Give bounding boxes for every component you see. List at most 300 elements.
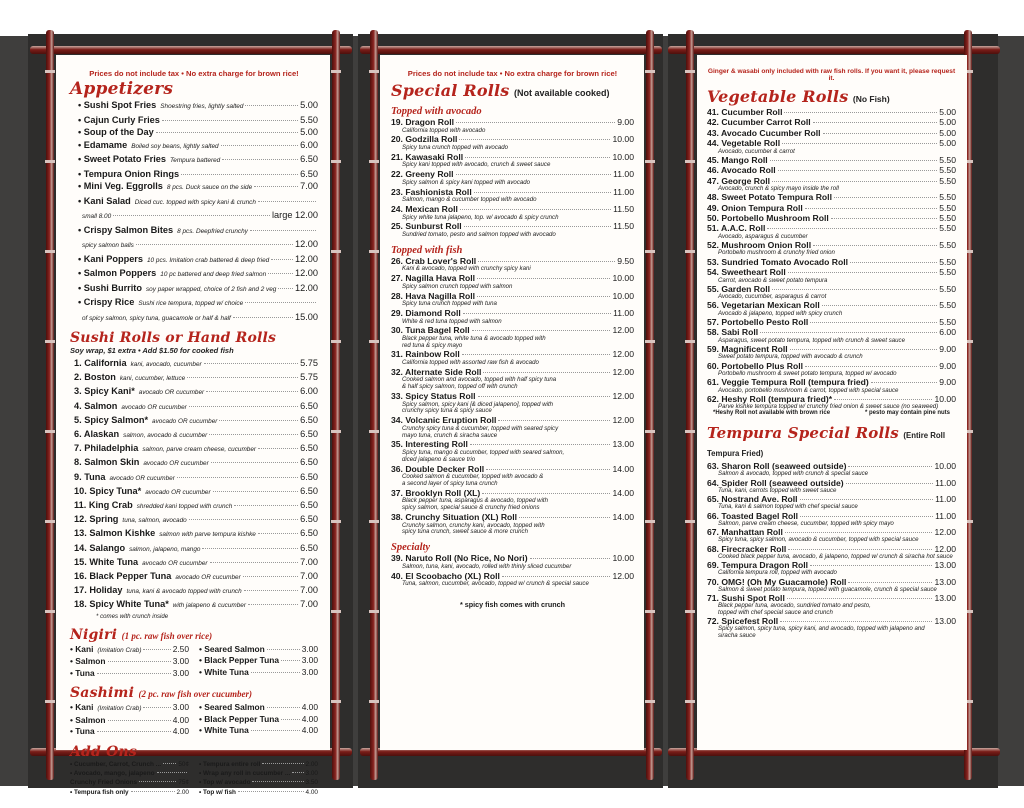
appetizers-list [70,99,318,325]
item-name: • Avocado, mango, jalapeno [70,770,155,778]
item-description: Sushi rice tempura, topped w/ choice [138,300,244,307]
item-description: Boiled soy beans, lightly salted [131,142,219,150]
leader-dots [790,349,938,350]
tempura-rolls-subheading: (Entire Roll Tempura Fried) [707,431,945,459]
leader-dots [213,491,299,492]
item-description: small 8.00 [82,213,112,220]
item-price: 12.00 [934,527,956,538]
item-price: 5.00 [939,107,956,117]
tempura-rolls-list [707,461,956,639]
appetizers-heading: Appetizers [70,79,174,99]
item-name: • Kani [70,643,94,654]
menu-item [199,788,318,797]
item-price: 11.50 [613,203,634,214]
item-price: 2.00 [305,760,318,768]
item-name: 50. Portobello Mushroom Roll [707,213,829,224]
leader-dots [177,477,298,478]
leader-dots [483,372,610,373]
item-price: 11.00 [935,494,956,505]
item-description: Asparagus, sweet potato tempura, topped with crunch & sweet sauce [718,336,905,344]
menu-item [78,209,318,224]
item-description: avocado OR cucumber [109,474,175,482]
spicy-footnote: * spicy fish comes with crunch [459,599,566,609]
sushi-rolls-subheading: Soy wrap, $1 extra • Add $1.50 for cooked fish [70,346,234,355]
item-price: 10.00 [934,393,956,404]
menu-item [74,598,318,612]
item-price: 5.00 [939,117,956,128]
item-name: 58. Sabi Roll [707,327,759,338]
item-price: 12.00 [612,391,634,402]
item-description: avocado OR cucumber [145,488,211,496]
leader-dots [472,330,611,331]
menu-item [707,165,956,175]
item-price: 7.00 [300,599,318,610]
bamboo-pole-vertical [686,30,694,780]
menu-panel-left [56,55,330,796]
item-name: 69. Tempura Dragon Roll [707,560,809,571]
menu-item [707,317,956,327]
item-price: 14.00 [612,512,634,522]
item-price: 5.00 [939,138,956,149]
item-name: • White Tuna [199,725,249,736]
item-price: 5.50 [300,114,318,125]
leader-dots [785,532,933,533]
sushi-rolls-list [70,357,318,613]
menu-item [707,192,956,202]
leader-dots [498,420,610,421]
item-name: • Salmon Poppers [78,268,157,278]
menu-item [199,714,318,726]
bamboo-knot [331,520,341,523]
item-name: • Tempura fish only [70,788,129,796]
item-description: Sundried tomato, pesto and salmon topped with avocado [402,230,556,238]
item-name: 46. Avocado Roll [707,165,776,176]
item-name: • Crispy Salmon Bites [78,224,174,235]
item-name: • Soup of the Day [78,127,154,137]
item-name: 64. Spider Roll (seaweed outside) [707,477,844,488]
bamboo-knot [685,520,695,523]
bamboo-knot [369,610,379,613]
item-price: 10.00 [612,273,634,284]
menu-item [199,644,318,656]
item-price: 6.50 [300,429,318,440]
item-name: • Tempura Onion Rings [78,168,180,179]
bamboo-knot [45,430,55,433]
leader-dots [108,720,171,721]
item-price: 6.50 [300,168,318,179]
leader-dots [778,170,938,171]
item-description: (Imitation Crab) [97,705,142,713]
item-name: 39. Naruto Roll (No Rice, No Nori) [391,553,528,564]
item-name: 34. Volcanic Eruption Roll [391,415,497,426]
item-price: 5.50 [939,256,956,267]
item-price: 6.50 [300,500,318,511]
item-description: a second layer of spicy tuna crunch [402,480,498,488]
ginger-note: Ginger & wasabi only included with raw fish rolls. If you want it, please request it. [707,68,956,82]
item-description: (Imitation Crab) [97,646,142,654]
bamboo-knot [331,700,341,703]
menu-item [199,725,318,737]
item-description: avocado OR cucumber [175,574,241,582]
menu-item [78,139,318,154]
item-description: 10 pcs. Imitation crab battered & deep fried [147,256,270,264]
item-description: California tempura roll, topped with avocado [718,569,837,577]
item-description: Spicy kani topped with avocado, crunch & sweet sauce [402,161,551,169]
item-description: Portobello mushroom & crunchy fried onion [718,249,835,257]
leader-dots [482,493,610,494]
leader-dots [136,244,293,245]
item-name: 57. Portobello Pesto Roll [707,316,809,327]
item-price: 9.00 [939,360,956,371]
item-price: 15.00 [295,311,318,322]
item-name: • Kani [70,702,94,713]
leader-dots [219,420,298,421]
item-price: 11.00 [935,510,956,521]
menu-panel-middle [380,55,644,750]
leader-dots [760,332,937,333]
item-price: 11.00 [613,307,634,318]
leader-dots [770,160,938,161]
vegetable-rolls-list [707,107,956,410]
sushi-rolls-heading: Sushi Rolls or Hand Rolls [70,330,277,346]
menu-item [70,702,189,715]
item-price: 13.00 [612,439,634,450]
item-description: Crunchy spicy tuna & cucumber, topped with seared spicy [402,424,559,432]
item-name: 29. Diamond Roll [391,307,461,318]
bamboo-knot [369,340,379,343]
item-price: 5.50 [939,223,956,234]
menu-item [74,428,318,442]
special-rolls-list [391,106,634,588]
leader-dots [221,145,299,146]
item-name: 16. Black Pepper Tuna [74,571,172,582]
item-name: 7. Philadelphia [74,443,139,454]
leader-dots [211,462,298,463]
special-group-heading: Specialty [391,542,431,554]
item-name: 32. Alternate Side Roll [391,366,482,377]
item-description: topped with chef special sauce and crunch [718,608,833,616]
item-description: kani, avocado, cucumber [130,361,202,368]
bamboo-knot [645,610,655,613]
pesto-footnote: * pesto may contain pine nuts [864,410,950,417]
item-name: 25. Sunburst Roll [391,221,462,232]
menu-item [70,769,189,778]
bamboo-knot [645,700,655,703]
menu-item [707,257,956,267]
leader-dots [206,391,298,392]
item-price: 6.50 [300,443,318,454]
leader-dots [465,157,610,158]
leader-dots [281,719,300,720]
item-name: • Wrap any roll in cucumber ... [199,770,291,778]
menu-item [707,203,956,213]
item-name: 40. El Scoobacho (XL) Roll [391,570,500,581]
item-description: White & red tuna topped with salmon [402,317,502,325]
addons-list [70,760,318,797]
bamboo-knot [331,160,341,163]
item-description: Tuna, kani, carrots topped with sweet sauce [718,486,837,494]
bamboo-knot [45,520,55,523]
item-price: 5.50 [939,175,956,186]
item-description: soy paper wrapped, choice of 2 fish and 2 veg [145,285,277,293]
item-name: 17. Holiday [74,585,123,596]
menu-item [707,128,956,138]
menu-item [74,385,318,399]
bamboo-knot [369,430,379,433]
item-price: 5.50 [939,165,956,176]
menu-item [199,778,318,787]
item-price: 5.50 [939,240,956,251]
leader-dots [156,132,298,133]
item-name: 11. King Crab [74,500,133,511]
item-price: 5.50 [939,267,956,278]
item-description: 8 pcs. Deepfried crunchy [177,227,248,235]
item-description: salmon, avocado & cucumber [123,432,208,440]
item-price: 5.50 [939,154,956,165]
bamboo-knot [645,520,655,523]
item-description: Spicy tuna, spicy salmon, avocado & cucumber, topped with special sauce [718,536,919,544]
leader-dots [245,302,316,303]
item-price: 11.00 [613,186,634,197]
item-price: 6.50 [300,154,318,164]
special-group-heading: Topped with avocado [391,106,482,117]
item-price: 13.00 [934,616,956,627]
menu-item [78,267,318,282]
item-name: 55. Garden Roll [707,283,771,294]
item-name: • Edamame [78,139,128,150]
item-name: • Seared Salmon [199,702,265,713]
item-name: 33. Spicy Status Roll [391,391,476,402]
item-name: 60. Portobello Plus Roll [707,360,803,371]
item-price: 75¢ [178,779,189,787]
leader-dots [848,582,932,583]
item-name: 20. Godzilla Roll [391,134,458,145]
item-name: 19. Dragon Roll [391,117,455,127]
item-description: Salmon & avocado, topped with crunch & special sauce [718,470,869,478]
leader-dots [463,313,611,314]
bamboo-knot [369,700,379,703]
item-price: 12.00 [295,253,318,264]
leader-dots [202,548,298,549]
heshy-footnote: *Heshy Roll not available with brown rice [713,410,831,417]
item-description: Spicy tuna, mango & cucumber, topped with seared salmon, [402,449,565,457]
item-price: 9.00 [939,377,956,388]
leader-dots [108,661,171,662]
special-rolls-subheading: (Not available cooked) [513,88,610,98]
leader-dots [250,230,316,231]
leader-dots [97,731,171,732]
bamboo-knot [685,610,695,613]
leader-dots [258,201,316,202]
leader-dots [810,322,937,323]
item-description: salmon with parve tempura kishke [159,531,256,539]
menu-item [199,769,318,778]
item-name: 22. Greeny Roll [391,169,454,180]
leader-dots [805,208,937,209]
bamboo-knot [369,160,379,163]
bamboo-knot [45,70,55,73]
item-description: Spicy salmon, spicy tuna, spicy kani, and avocado, topped with jalapeno and [718,625,925,633]
item-description: Tuna, kani & salmon topped with chef special sauce [718,503,858,511]
leader-dots [157,772,187,773]
item-description: diced jalapeno & sauce trio [402,455,476,463]
leader-dots [456,122,615,123]
item-description: avocado OR cucumber [138,389,205,397]
item-price: 3.00 [301,666,318,677]
menu-item [78,195,318,210]
item-description: Spicy white tuna jalapeno, top. w/ avocado & spicy crunch [402,213,559,221]
bamboo-knot [45,610,55,613]
item-price: 10.00 [934,461,956,472]
item-name: 47. George Roll [707,175,771,186]
item-name: 72. Spicefest Roll [707,616,779,627]
leader-dots [262,763,303,764]
item-price: 5.50 [939,202,956,213]
vegetable-footnotes [707,410,956,416]
leader-dots [131,791,175,792]
leader-dots [780,621,932,622]
leader-dots [813,122,938,123]
menu-item [78,296,318,311]
bamboo-pole-vertical [370,30,378,780]
leader-dots [162,120,298,121]
leader-dots [788,272,937,273]
menu-item [74,371,318,385]
item-name: 1. California [74,358,127,368]
bamboo-pole-horizontal [668,46,1000,54]
menu-item [74,414,318,428]
leader-dots [474,192,611,193]
leader-dots [871,382,938,383]
bamboo-knot [685,430,695,433]
leader-dots [258,533,298,534]
item-name: 23. Fashionista Roll [391,186,472,197]
item-name: 8. Salmon Skin [74,457,140,468]
leader-dots [462,354,611,355]
item-name: • Cajun Curly Fries [78,114,160,125]
item-description: of spicy salmon, spicy tuna, guacamole or half & half [82,314,231,322]
tempura-rolls-heading: Tempura Special Rolls [707,424,899,443]
item-price: 12.00 [934,543,956,554]
item-name: • Black Pepper Tuna [199,655,280,666]
item-price: 5.50 [939,283,956,294]
item-price: 2.00 [176,788,189,796]
leader-dots [143,649,170,650]
item-price: 5.00 [939,127,956,138]
item-price: 5.50 [939,300,956,311]
item-name: 54. Sweetheart Roll [707,267,786,278]
vegetable-rolls-heading: Vegetable Rolls [707,87,849,106]
item-price: 12.00 [612,366,634,377]
item-price: 5.50 [939,213,956,224]
item-description: spicy salmon balls [82,242,134,249]
nigiri-subheading: (1 pc. raw fish over rice) [121,630,213,641]
item-name: • Tuna [70,726,95,737]
bamboo-knot [45,250,55,253]
item-price: 7.00 [300,181,318,191]
bamboo-knot [645,70,655,73]
menu-item [78,253,318,268]
item-description: Crunchy salmon, crunchy kani, avocado, topped with [402,521,545,529]
item-description: & half spicy salmon, topped off with crunch [402,383,518,391]
bamboo-knot [645,430,655,433]
bamboo-pole-vertical [332,30,340,780]
item-price: 7.00 [300,585,318,596]
item-price: 4.00 [301,725,318,736]
leader-dots [478,261,615,262]
item-price: 4.00 [172,726,189,737]
item-price: 10.00 [612,134,634,145]
menu-item [74,499,318,513]
leader-dots [267,649,300,650]
sushi-rolls-footnote: * comes with crunch inside [96,612,169,620]
menu-item [78,238,318,253]
menu-item [199,760,318,769]
menu-item [707,377,956,387]
leader-dots [251,672,300,673]
item-name: 3. Spicy Kani* [74,386,135,397]
item-name: 24. Mexican Roll [391,203,458,214]
item-name: • Salmon [70,714,106,725]
item-name: • Salmon [70,656,106,667]
item-name: 65. Nostrand Ave. Roll [707,494,798,505]
leader-dots [787,598,933,599]
item-price: 9.00 [617,117,634,127]
bamboo-knot [685,70,695,73]
bamboo-knot [45,340,55,343]
item-description: Avocado, cucumber, asparagus & carrot [718,293,827,301]
item-description: kani, cucumber, lettuce [119,375,186,383]
item-price: 7.00 [300,556,318,567]
item-name: 41. Cucumber Roll [707,107,783,117]
menu-item [78,126,318,139]
item-name: 5. Spicy Salmon* [74,414,149,425]
item-name: 63. Sharon Roll (seaweed outside) [707,461,847,472]
bamboo-knot [331,70,341,73]
item-description: Black pepper tuna, asparagus & avocado, topped with [402,497,549,505]
bamboo-knot [331,430,341,433]
leader-dots [460,209,611,210]
item-name: 10. Spicy Tuna* [74,485,142,496]
item-name: 2. Boston [74,372,116,383]
menu-item [707,213,956,223]
item-price: 6.50 [300,471,318,482]
item-name: 45. Mango Roll [707,154,768,165]
item-price: 9.00 [939,343,956,354]
item-description: Black pepper tuna, avocado, sundried tomato and pesto, [718,602,871,610]
menu-item [74,556,318,570]
item-price: 11.50 [613,221,634,232]
menu-item [391,512,634,523]
item-price: 10.00 [612,553,634,564]
item-description: 10 pc battered and deep fried salmon [160,271,267,278]
item-price: 13.00 [934,576,956,587]
item-description: Parve kishke tempura topped w/ crunchy fried onion & sweet sauce (no seaweed) [718,403,939,411]
item-name: 68. Firecracker Roll [707,543,787,554]
leader-dots [477,278,610,279]
item-description: Carrot, avocado & sweet potato tempura [718,276,828,284]
special-group-items [391,553,634,588]
item-name: 9. Tuna [74,471,106,482]
leader-dots [478,396,611,397]
menu-item [74,570,318,584]
item-name: • White Tuna [199,666,249,677]
item-price: 4.00 [301,713,318,724]
item-price: 6.50 [300,542,318,553]
menu-item [70,726,189,738]
item-price: 2.50 [172,643,189,654]
menu-item [70,644,189,657]
